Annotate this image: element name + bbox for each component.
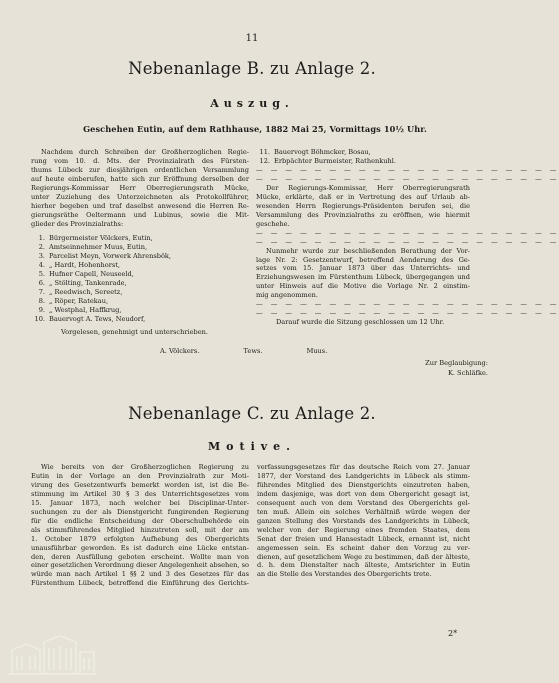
section-c-left-column: [31, 463, 249, 588]
text-line: geschehe.: [256, 219, 290, 228]
text-line: welcher von der Regierung eines fremden Staates, dem: [257, 525, 470, 534]
closing-line: Darauf wurde die Sitzung geschlossen um 12 Uhr.: [276, 318, 445, 327]
list-item: 7. „ Reedwisch, Sereetz,: [38, 287, 123, 296]
text-line: Nachdem durch Schreiben der Großherzoglichen Regie-: [41, 148, 249, 156]
text-line: 1877, der Vorstand des Landgerichts in Lübeck als stimm-: [257, 471, 470, 480]
section-b-title: Nebenanlage B. zu Anlage 2.: [128, 59, 376, 78]
text-line: Fürstenthum Lübeck, betreffend die Einführung des Gerichts-: [31, 579, 249, 588]
text-line: consequent auch von dem Vorstand des Obergerichts gel-: [257, 498, 470, 507]
dash-line: — — — — — — — — — — — — — — — — — — — — —: [256, 300, 559, 309]
text-line: Wie bereits von der Großherzoglichen Regierung zu: [41, 463, 249, 471]
text-line: 1. October 1879 erfolgten Aufhebung des Obergerichts: [31, 534, 249, 543]
member-list-continued: [256, 148, 470, 166]
dash-line: — — — — — — — — — — — — — — — — — — — — —: [256, 309, 559, 318]
list-item: 5. Hufner Capell, Neuseeld,: [38, 269, 134, 278]
dash-line: — — — — — — — — — — — — — — — — — — — — —: [256, 237, 559, 246]
list-item: 3. Parcelist Meyn, Vorwerk Ahrensbök,: [38, 251, 172, 260]
text-line: lage Nr. 2: Gesetzentwurf, betreffend Aenderung des Ge-: [256, 255, 470, 264]
text-line: unter Zuziehung des Unterzeichneten als Protokollführer,: [31, 192, 249, 201]
text-line: 15. Januar 1873, nach welcher bei Disciplinar-Unter-: [31, 498, 249, 507]
text-line: gierungsräthe Oeltermann und Lubinus, sowie die Mit-: [31, 210, 249, 219]
signature: Muus.: [306, 347, 328, 355]
text-line: Nunmehr wurde zur beschließenden Berathung der Vor-: [266, 246, 470, 255]
text-line: setzes vom 15. Januar 1873 über das Unterrichts- und: [256, 264, 470, 273]
signature-mark: 2*: [448, 629, 458, 638]
list-item: 1. Bürgermeister Völckers, Eutin,: [38, 233, 153, 242]
text-line: d. h. dem Dienstalter nach älteste, Amtsrichter in Eutin: [257, 561, 470, 570]
dash-line: — — — — — — — — — — — — — — — — — — — — —: [256, 228, 559, 237]
text-line: führendes Mitglied des Dienstgerichts einzutreten haben,: [257, 480, 470, 489]
text-line: Erziehungswesen im Fürstenthum Lübeck, übergegangen und: [256, 273, 470, 282]
text-line: rung vom 10. d. Mts. der Provinzialrath des Fürsten-: [31, 156, 249, 165]
library-building-logo: [4, 634, 100, 678]
text-line: mig angenommen.: [256, 291, 318, 300]
list-item: 11. Bauervogt Böhmcker, Bosau,: [259, 148, 371, 156]
section-b-right-column: [256, 148, 559, 327]
text-line: ten muß. Allein ein solches Verhältniß würde wegen der: [257, 507, 470, 516]
text-line: für die endliche Entscheidung der Oberschulbehörde ein: [31, 516, 249, 525]
text-line: Versammlung des Provinzialraths zu eröffnen, wie hiermit: [256, 210, 470, 219]
text-line: indem dasjenige, was dort von dem Obergericht gesagt ist,: [257, 489, 470, 498]
text-line: wesenden Herrn Regierungs-Präsidenten berufen sei, die: [256, 201, 470, 210]
text-line: Regierungs-Kommissar Herr Oberregierungsrath Mücke,: [31, 183, 249, 192]
text-line: Eutin in der Vorlage an den Provinzialrath zur Moti-: [31, 471, 249, 480]
certification-name: K. Schläfke.: [447, 369, 488, 377]
certification-label: Zur Beglaubigung:: [425, 359, 488, 367]
section-b-left-column: [31, 148, 249, 337]
text-line: Senat der freien und Hansestadt Lübeck, ernannt ist, nicht: [257, 534, 470, 543]
list-item: 12. Erbpächter Burmeister, Rathenkuhl.: [259, 157, 396, 165]
signature-line: [160, 347, 327, 355]
text-line: an die Stelle des Vorstandes des Obergerichts trete.: [257, 570, 432, 579]
text-line: angemessen sein. Es scheint daher den Vorzug zu ver-: [257, 543, 470, 552]
text-line: den, deren Ausfüllung geboten erscheint. Wollte man von: [31, 552, 249, 561]
text-line: als stimmführendes Mitglied hinzutreten soll, mit der am: [31, 525, 249, 534]
page-number: 11: [245, 33, 259, 44]
text-line: glieder des Provinzialraths:: [31, 219, 124, 228]
list-item: 9. „ Westphal, Haffkrug,: [38, 305, 122, 314]
list-item: 8. „ Röper, Ratekau,: [38, 296, 109, 305]
text-line: thums Lübeck zur diesjährigen ordentlichen Versammlung: [31, 165, 249, 174]
signature: Tews.: [243, 347, 263, 355]
text-line: Der Regierungs-Kommissar, Herr Oberregierungsrath: [266, 183, 470, 192]
list-item: 2. Amtseinnehmer Muus, Eutin,: [38, 242, 148, 251]
text-line: dienen, auf gesetzlichem Wege zu bestimmen, daß der älteste,: [257, 552, 470, 561]
section-c-title: Nebenanlage C. zu Anlage 2.: [128, 404, 376, 423]
read-approved-line: Vorgelesen, genehmigt und unterschrieben.: [61, 327, 208, 336]
member-list: [31, 234, 249, 324]
text-line: unausführbar geworden. Es ist dadurch eine Lücke entstan-: [31, 543, 249, 552]
text-line: stimmung im Artikel 30 § 3 des Unterrichtsgesetzes vom: [31, 489, 249, 498]
signature: A. Völckers.: [160, 347, 200, 355]
text-line: Mücke, erklärte, daß er in Vertretung des auf Urlaub ab-: [256, 192, 470, 201]
section-b-subtitle: Auszug.: [210, 97, 294, 110]
text-line: verfassungsgesetzes für das deutsche Reich vom 27. Januar: [257, 463, 470, 471]
text-line: virung des Gesetzentwurfs bemerkt worden ist, ist die Be-: [31, 480, 249, 489]
list-item: 4. „ Hardt, Hohenhorst,: [38, 260, 121, 269]
session-place-line: Geschehen Eutin, auf dem Rathhause, 1882 Mai 25, Vormittags 10½ Uhr.: [83, 124, 427, 134]
text-line: unter Hinweis auf die Motive die Vorlage Nr. 2 einstim-: [256, 282, 470, 291]
section-c-right-column: [257, 463, 470, 579]
list-item: 6. „ Stölting, Tankenrade,: [38, 278, 127, 287]
text-line: würde man nach Artikel 1 §§ 2 und 3 des Gesetzes für das: [31, 570, 249, 579]
text-line: suchungen zu der als Dienstgericht fungirenden Regierung: [31, 507, 249, 516]
text-line: einer gesetzlichen Verordnung dieser Angelegenheit absehen, so: [31, 561, 249, 570]
dash-line: — — — — — — — — — — — — — — — — — — — — —: [256, 166, 559, 174]
text-line: ganzen Stellung des Vorstands des Landgerichts in Lübeck,: [257, 516, 470, 525]
list-item: 10. Bauervogt A. Tews, Neudorf,: [34, 314, 146, 323]
section-c-subtitle: Motive.: [208, 440, 296, 453]
text-line: hierher begeben und traf daselbst anwesend die Herren Re-: [31, 201, 249, 210]
text-line: auf heute einberufen, hatte sich zur Eröffnung derselben der: [31, 174, 249, 183]
dash-line: — — — — — — — — — — — — — — — — — — — — —: [256, 174, 559, 183]
